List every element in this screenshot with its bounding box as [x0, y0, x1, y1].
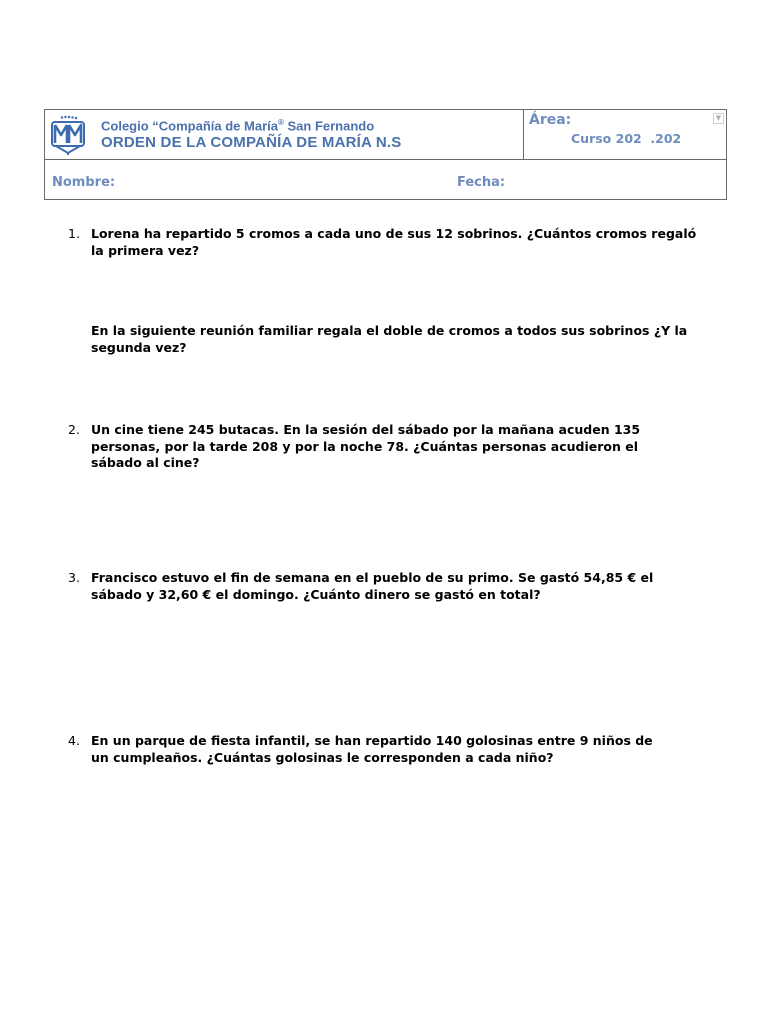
question-number: 1. — [68, 226, 80, 241]
area-dropdown-icon[interactable]: ▼ — [713, 113, 724, 124]
nombre-label: Nombre: — [52, 175, 116, 190]
order-name: ORDEN DE LA COMPAÑÍA DE MARÍA N.S — [101, 134, 402, 151]
question-number: 4. — [68, 733, 80, 748]
question-number: 2. — [68, 422, 80, 437]
question-text: Francisco estuvo el fin de semana en el pueblo de su primo. Se gastó 54,85 € el sábado y 32,60 € el domingo. ¿Cuánto dinero se gastó en total? — [91, 570, 654, 602]
curso-text: Curso 202 .202 — [571, 131, 682, 146]
question-text: En un parque de fiesta infantil, se han repartido 140 golosinas entre 9 niños de un cumpleaños. ¿Cuántas golosinas le corresponden a cada niño? — [91, 733, 653, 765]
header-top-row — [45, 110, 726, 160]
worksheet-header — [44, 109, 727, 200]
school-crest-icon — [50, 115, 86, 155]
header-bottom-row — [45, 160, 726, 199]
question-text: Un cine tiene 245 butacas. En la sesión del sábado por la mañana acuden 135 personas, por la tarde 208 y por la noche 78. ¿Cuántas personas acudieron el sábado al cine? — [91, 422, 641, 470]
area-label: Área: — [529, 112, 572, 128]
question-number: 3. — [68, 570, 80, 585]
registered-mark: ® — [277, 118, 284, 127]
area-cell[interactable] — [523, 110, 726, 159]
school-name: Colegio “Compañía de María® San Fernando — [101, 118, 375, 134]
fecha-label: Fecha: — [457, 175, 506, 190]
question-text: Lorena ha repartido 5 cromos a cada uno de sus 12 sobrinos. ¿Cuántos cromos regaló la primera vez? — [91, 226, 697, 258]
school-cell — [45, 110, 524, 159]
question-text: En la siguiente reunión familiar regala el doble de cromos a todos sus sobrinos ¿Y la segunda vez? — [91, 323, 688, 355]
